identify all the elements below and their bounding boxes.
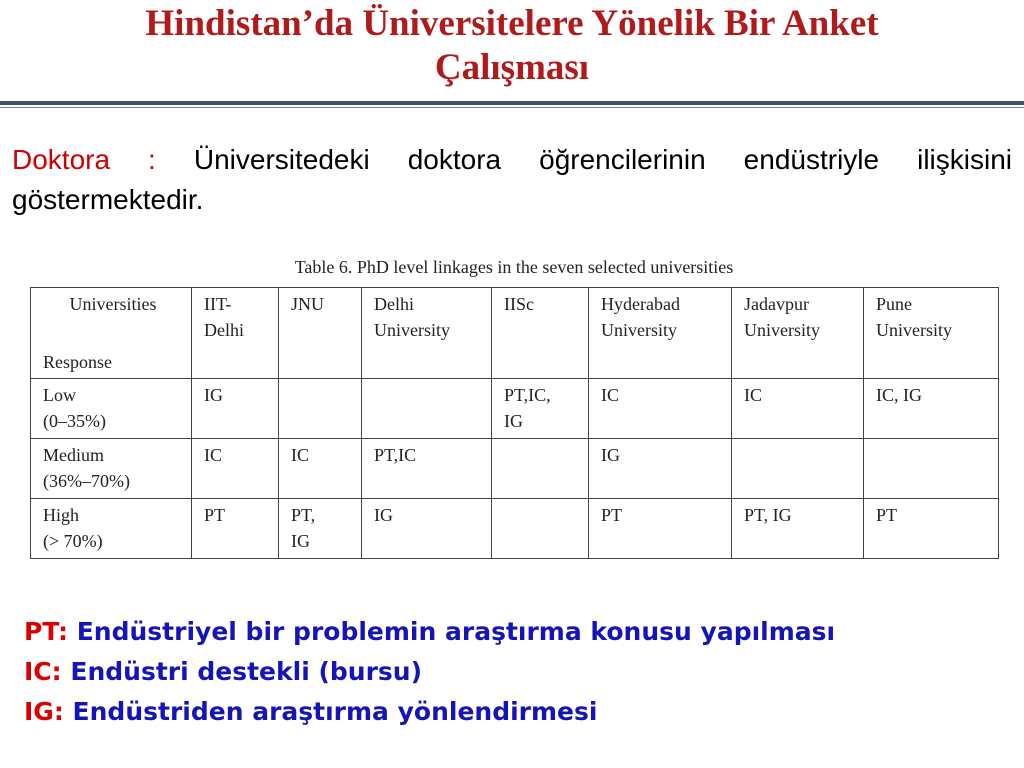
cell-line: IG: [291, 531, 310, 551]
intro-label: Doktora :: [12, 144, 156, 175]
abbreviation-legend: [24, 612, 1004, 732]
linkages-table: [30, 287, 999, 559]
table-cell: [192, 439, 279, 499]
cell-line: PT,IC: [374, 445, 417, 465]
table-cell: [864, 499, 999, 559]
table-cell: [362, 379, 492, 439]
table-row-medium: [31, 439, 999, 499]
table-cell: [279, 499, 362, 559]
column-header-jadavpur-university: [732, 288, 864, 379]
table-cell: [362, 499, 492, 559]
column-header-line: University: [374, 320, 450, 340]
cell-line: IC: [744, 385, 762, 405]
table-cell: [492, 439, 589, 499]
column-header-line: JNU: [291, 294, 325, 314]
column-header-pune-university: [864, 288, 999, 379]
cell-line: IG: [374, 505, 393, 525]
legend-item-ic: [24, 652, 1004, 692]
row-label-line: (36%–70%): [43, 471, 130, 491]
table-cell: [492, 379, 589, 439]
table-cell: [589, 499, 732, 559]
legend-description: Endüstriden araştırma yönlendirmesi: [72, 697, 598, 726]
table-row-low: [31, 379, 999, 439]
table-cell: [192, 379, 279, 439]
column-header-iisc: [492, 288, 589, 379]
table-caption: Table 6. PhD level linkages in the seven selected universities: [294, 257, 734, 277]
table-cell: [279, 439, 362, 499]
row-label-line: Low: [43, 385, 76, 405]
column-header-delhi-university: [362, 288, 492, 379]
cell-line: PT,IC,: [504, 385, 551, 405]
table-cell: [589, 379, 732, 439]
legend-item-ig: [24, 692, 1004, 732]
table-cell: [362, 439, 492, 499]
legend-abbr: IG:: [24, 697, 64, 726]
cell-line: PT,: [291, 505, 316, 525]
slide-title-line-1: Hindistan’da Üniversitelere Yönelik Bir Anket: [145, 3, 879, 44]
column-header-jnu: [279, 288, 362, 379]
row-label-line: Medium: [43, 445, 104, 465]
table-cell: [864, 439, 999, 499]
table-cell: [732, 379, 864, 439]
cell-line: IC: [204, 445, 222, 465]
slide-title: [40, 2, 984, 90]
column-header-line: IIT-: [204, 294, 232, 314]
cell-line: IC: [291, 445, 309, 465]
title-divider: [0, 101, 1024, 105]
legend-abbr: IC:: [24, 657, 62, 686]
table-cell: [732, 439, 864, 499]
table-header-row: [31, 288, 999, 379]
table-cell: [732, 499, 864, 559]
column-header-line: Delhi: [204, 320, 244, 340]
column-header-line: Pune: [876, 294, 912, 314]
column-header-line: University: [601, 320, 677, 340]
row-label-line: (0–35%): [43, 411, 106, 431]
slide-title-line-2: Çalışması: [434, 47, 590, 88]
column-header-line: University: [744, 320, 820, 340]
table-cell: [864, 379, 999, 439]
table-cell: [589, 439, 732, 499]
cell-line: PT: [601, 505, 623, 525]
row-label-medium: [31, 439, 192, 499]
legend-item-pt: [24, 612, 1004, 652]
row-label-line: High: [43, 505, 79, 525]
table-cell: [279, 379, 362, 439]
cell-line: IG: [601, 445, 620, 465]
cell-line: PT: [876, 505, 898, 525]
column-header-line: University: [876, 320, 952, 340]
cell-line: IG: [504, 411, 523, 431]
table-row-high: [31, 499, 999, 559]
column-header-line: Hyderabad: [601, 294, 680, 314]
column-header-line: IISc: [504, 294, 534, 314]
header-universities-label: Universities: [69, 294, 157, 314]
column-header-line: Jadavpur: [744, 294, 809, 314]
intro-text: Üniversitedeki doktora öğrencilerinin endüstriyle ilişkisini göstermektedir.: [12, 144, 1012, 215]
cell-line: PT: [204, 505, 226, 525]
cell-line: IG: [204, 385, 223, 405]
legend-description: Endüstri destekli (bursu): [70, 657, 423, 686]
intro-paragraph: [12, 140, 1012, 220]
header-response-label: Response: [43, 352, 112, 372]
title-divider-thin: [0, 107, 1024, 108]
row-label-high: [31, 499, 192, 559]
table-cell: [492, 499, 589, 559]
cell-line: IC: [601, 385, 619, 405]
column-header-iit-delhi: [192, 288, 279, 379]
row-label-low: [31, 379, 192, 439]
cell-line: IC, IG: [876, 385, 922, 405]
column-header-line: Delhi: [374, 294, 414, 314]
header-corner-cell: [31, 288, 192, 379]
row-label-line: (> 70%): [43, 531, 103, 551]
legend-description: Endüstriyel bir problemin araştırma konusu yapılması: [76, 617, 836, 646]
legend-abbr: PT:: [24, 617, 69, 646]
table-cell: [192, 499, 279, 559]
cell-line: PT, IG: [744, 505, 792, 525]
column-header-hyderabad-university: [589, 288, 732, 379]
